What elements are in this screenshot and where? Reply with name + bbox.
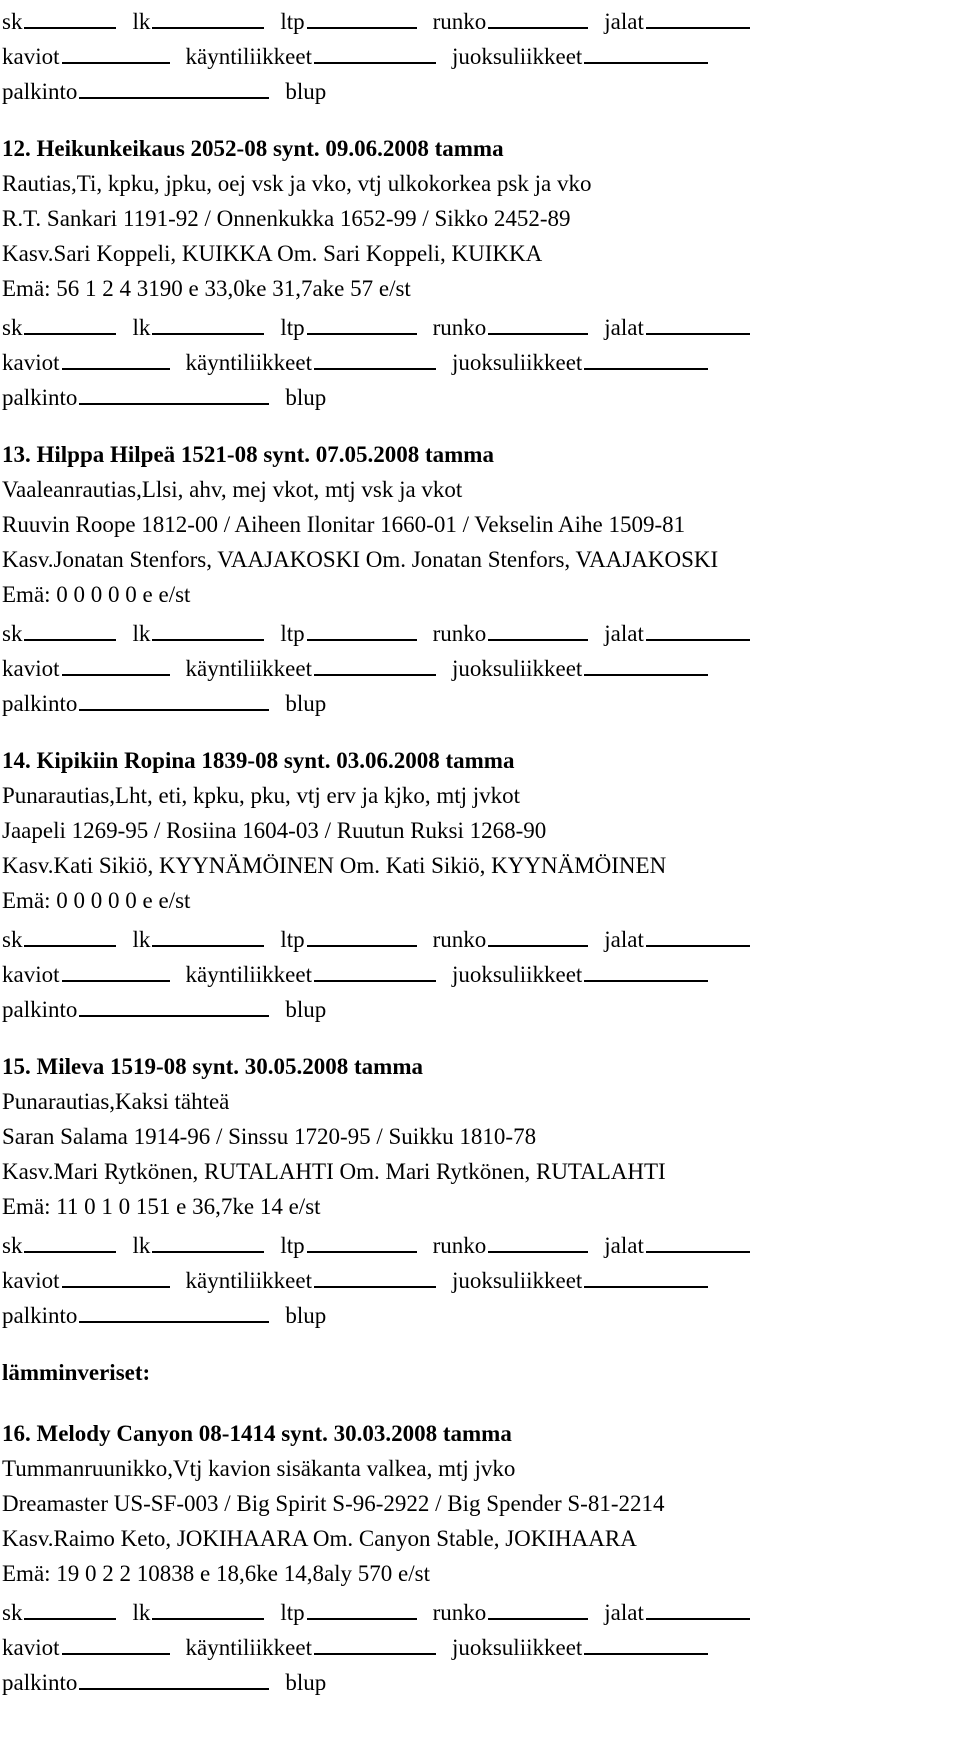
blank-line xyxy=(79,1661,269,1690)
field-label: kaviot xyxy=(2,1268,60,1293)
blank-line xyxy=(488,612,588,641)
score-row-3 xyxy=(2,1661,960,1696)
blank-line xyxy=(24,306,116,335)
field-label: jalat xyxy=(604,621,644,646)
blank-line xyxy=(24,918,116,947)
horse-owner: Kasv.Mari Rytkönen, RUTALAHTI Om. Mari Rytkönen, RUTALAHTI xyxy=(2,1159,666,1184)
field-label: sk xyxy=(2,315,23,340)
blank-line xyxy=(152,306,264,335)
field-label: sk xyxy=(2,927,23,952)
blank-line xyxy=(307,0,417,29)
score-row-2 xyxy=(2,341,960,376)
field-label: juoksuliikkeet xyxy=(451,350,583,375)
field-label: ltp xyxy=(280,1233,305,1258)
blank-line xyxy=(79,682,269,711)
field-label: blup xyxy=(285,1670,327,1695)
field-label: ltp xyxy=(280,9,305,34)
blank-line xyxy=(314,35,436,64)
blank-line xyxy=(314,1259,436,1288)
blank-line xyxy=(24,0,116,29)
field-label: lk xyxy=(132,1600,151,1625)
blank-line xyxy=(646,612,750,641)
blank-line xyxy=(307,612,417,641)
field-label: juoksuliikkeet xyxy=(451,962,583,987)
horse-entry xyxy=(2,743,960,1023)
horse-title: 12. Heikunkeikaus 2052-08 synt. 09.06.2008 tamma xyxy=(2,136,504,161)
blank-line xyxy=(307,306,417,335)
field-label: lk xyxy=(132,9,151,34)
field-label: ltp xyxy=(280,1600,305,1625)
horse-pedigree: Saran Salama 1914-96 / Sinssu 1720-95 / Suikku 1810-78 xyxy=(2,1124,537,1149)
field-label: juoksuliikkeet xyxy=(451,44,583,69)
blank-line xyxy=(24,612,116,641)
blank-line xyxy=(79,988,269,1017)
blank-line xyxy=(584,1626,708,1655)
horse-entry xyxy=(2,1416,960,1696)
blank-line xyxy=(584,647,708,676)
field-label: blup xyxy=(285,1303,327,1328)
horse-dam-record: Emä: 19 0 2 2 10838 e 18,6ke 14,8aly 570 e/st xyxy=(2,1561,430,1586)
score-row-3 xyxy=(2,376,960,411)
blank-line xyxy=(646,1591,750,1620)
field-label: ltp xyxy=(280,315,305,340)
field-label: sk xyxy=(2,1233,23,1258)
blank-line xyxy=(24,1224,116,1253)
horse-description: Rautias,Ti, kpku, jpku, oej vsk ja vko, vtj ulkokorkea psk ja vko xyxy=(2,171,592,196)
blank-line xyxy=(488,918,588,947)
score-row-1 xyxy=(2,918,960,953)
blank-line xyxy=(584,1259,708,1288)
score-row-2 xyxy=(2,1259,960,1294)
field-label: käyntiliikkeet xyxy=(185,44,312,69)
field-label: palkinto xyxy=(2,1670,78,1695)
field-label: palkinto xyxy=(2,79,78,104)
blank-line xyxy=(152,1591,264,1620)
horse-dam-record: Emä: 56 1 2 4 3190 e 33,0ke 31,7ake 57 e/st xyxy=(2,276,411,301)
score-row-2 xyxy=(2,1626,960,1661)
field-label: blup xyxy=(285,997,327,1022)
blank-line xyxy=(314,953,436,982)
field-label: runko xyxy=(432,9,487,34)
score-row-1 xyxy=(2,306,960,341)
field-label: kaviot xyxy=(2,44,60,69)
blank-line xyxy=(79,70,269,99)
field-label: ltp xyxy=(280,621,305,646)
horse-owner: Kasv.Sari Koppeli, KUIKKA Om. Sari Koppeli, KUIKKA xyxy=(2,241,543,266)
field-label: juoksuliikkeet xyxy=(451,1268,583,1293)
score-row-3 xyxy=(2,70,960,105)
horse-description: Tummanruunikko,Vtj kavion sisäkanta valkea, mtj jvko xyxy=(2,1456,516,1481)
field-label: käyntiliikkeet xyxy=(185,1635,312,1660)
field-label: palkinto xyxy=(2,997,78,1022)
field-label: sk xyxy=(2,1600,23,1625)
field-label: runko xyxy=(432,621,487,646)
horse-entry xyxy=(2,437,960,717)
field-label: palkinto xyxy=(2,385,78,410)
blank-line xyxy=(314,341,436,370)
field-label: palkinto xyxy=(2,1303,78,1328)
score-row-1 xyxy=(2,612,960,647)
field-label: sk xyxy=(2,9,23,34)
horse-description: Punarautias,Lht, eti, kpku, pku, vtj erv ja kjko, mtj jvkot xyxy=(2,783,521,808)
horse-title: 14. Kipikiin Ropina 1839-08 synt. 03.06.2008 tamma xyxy=(2,748,515,773)
blank-line xyxy=(584,953,708,982)
blank-line xyxy=(79,376,269,405)
field-label: kaviot xyxy=(2,350,60,375)
field-label: ltp xyxy=(280,927,305,952)
score-row-3 xyxy=(2,1294,960,1329)
blank-line xyxy=(152,612,264,641)
field-label: käyntiliikkeet xyxy=(185,1268,312,1293)
blank-line xyxy=(646,1224,750,1253)
field-label: jalat xyxy=(604,315,644,340)
blank-line xyxy=(62,953,170,982)
score-row-3 xyxy=(2,682,960,717)
blank-line xyxy=(646,306,750,335)
field-label: palkinto xyxy=(2,691,78,716)
blank-line xyxy=(646,0,750,29)
blank-line xyxy=(488,306,588,335)
section-heading: lämminveriset: xyxy=(2,1360,151,1385)
blank-line xyxy=(152,918,264,947)
field-label: juoksuliikkeet xyxy=(451,656,583,681)
blank-line xyxy=(488,0,588,29)
blank-line xyxy=(488,1224,588,1253)
horse-pedigree: Dreamaster US-SF-003 / Big Spirit S-96-2922 / Big Spender S-81-2214 xyxy=(2,1491,665,1516)
blank-line xyxy=(62,1626,170,1655)
field-label: kaviot xyxy=(2,1635,60,1660)
field-label: jalat xyxy=(604,9,644,34)
blank-line xyxy=(152,1224,264,1253)
blank-line xyxy=(646,918,750,947)
field-label: runko xyxy=(432,927,487,952)
horse-title: 15. Mileva 1519-08 synt. 30.05.2008 tamma xyxy=(2,1054,423,1079)
horse-entry xyxy=(2,131,960,411)
field-label: käyntiliikkeet xyxy=(185,350,312,375)
horse-title: 13. Hilppa Hilpeä 1521-08 synt. 07.05.2008 tamma xyxy=(2,442,494,467)
field-label: runko xyxy=(432,315,487,340)
score-row-1 xyxy=(2,0,960,35)
field-label: lk xyxy=(132,1233,151,1258)
score-row-3 xyxy=(2,988,960,1023)
blank-line xyxy=(314,1626,436,1655)
blank-line xyxy=(314,647,436,676)
blank-line xyxy=(79,1294,269,1323)
score-row-2 xyxy=(2,953,960,988)
horse-dam-record: Emä: 11 0 1 0 151 e 36,7ke 14 e/st xyxy=(2,1194,321,1219)
horse-pedigree: Ruuvin Roope 1812-00 / Aiheen Ilonitar 1660-01 / Vekselin Aihe 1509-81 xyxy=(2,512,686,537)
blank-line xyxy=(152,0,264,29)
horse-owner: Kasv.Jonatan Stenfors, VAAJAKOSKI Om. Jonatan Stenfors, VAAJAKOSKI xyxy=(2,547,719,572)
blank-line xyxy=(307,1591,417,1620)
field-label: lk xyxy=(132,927,151,952)
horse-entry xyxy=(2,1049,960,1329)
field-label: jalat xyxy=(604,927,644,952)
field-label: blup xyxy=(285,691,327,716)
score-row-1 xyxy=(2,1591,960,1626)
field-label: blup xyxy=(285,385,327,410)
horse-pedigree: Jaapeli 1269-95 / Rosiina 1604-03 / Ruutun Ruksi 1268-90 xyxy=(2,818,547,843)
horse-dam-record: Emä: 0 0 0 0 0 e e/st xyxy=(2,582,191,607)
field-label: lk xyxy=(132,315,151,340)
horse-description: Vaaleanrautias,Llsi, ahv, mej vkot, mtj vsk ja vkot xyxy=(2,477,463,502)
blank-line xyxy=(62,341,170,370)
field-label: käyntiliikkeet xyxy=(185,962,312,987)
blank-line xyxy=(584,35,708,64)
field-label: kaviot xyxy=(2,656,60,681)
horse-owner: Kasv.Kati Sikiö, KYYNÄMÖINEN Om. Kati Sikiö, KYYNÄMÖINEN xyxy=(2,853,667,878)
blank-line xyxy=(307,1224,417,1253)
field-label: sk xyxy=(2,621,23,646)
horse-pedigree: R.T. Sankari 1191-92 / Onnenkukka 1652-99 / Sikko 2452-89 xyxy=(2,206,571,231)
score-row-2 xyxy=(2,35,960,70)
field-label: blup xyxy=(285,79,327,104)
blank-line xyxy=(307,918,417,947)
blank-line xyxy=(24,1591,116,1620)
field-label: käyntiliikkeet xyxy=(185,656,312,681)
field-label: runko xyxy=(432,1233,487,1258)
blank-line xyxy=(62,1259,170,1288)
score-row-2 xyxy=(2,647,960,682)
horse-description: Punarautias,Kaksi tähteä xyxy=(2,1089,230,1114)
blank-line xyxy=(62,647,170,676)
field-label: kaviot xyxy=(2,962,60,987)
horse-title: 16. Melody Canyon 08-1414 synt. 30.03.2008 tamma xyxy=(2,1421,512,1446)
field-label: runko xyxy=(432,1600,487,1625)
horse-dam-record: Emä: 0 0 0 0 0 e e/st xyxy=(2,888,191,913)
field-label: lk xyxy=(132,621,151,646)
field-label: jalat xyxy=(604,1600,644,1625)
field-label: juoksuliikkeet xyxy=(451,1635,583,1660)
blank-line xyxy=(62,35,170,64)
field-label: jalat xyxy=(604,1233,644,1258)
horse-owner: Kasv.Raimo Keto, JOKIHAARA Om. Canyon Stable, JOKIHAARA xyxy=(2,1526,637,1551)
blank-line xyxy=(584,341,708,370)
blank-line xyxy=(488,1591,588,1620)
score-row-1 xyxy=(2,1224,960,1259)
